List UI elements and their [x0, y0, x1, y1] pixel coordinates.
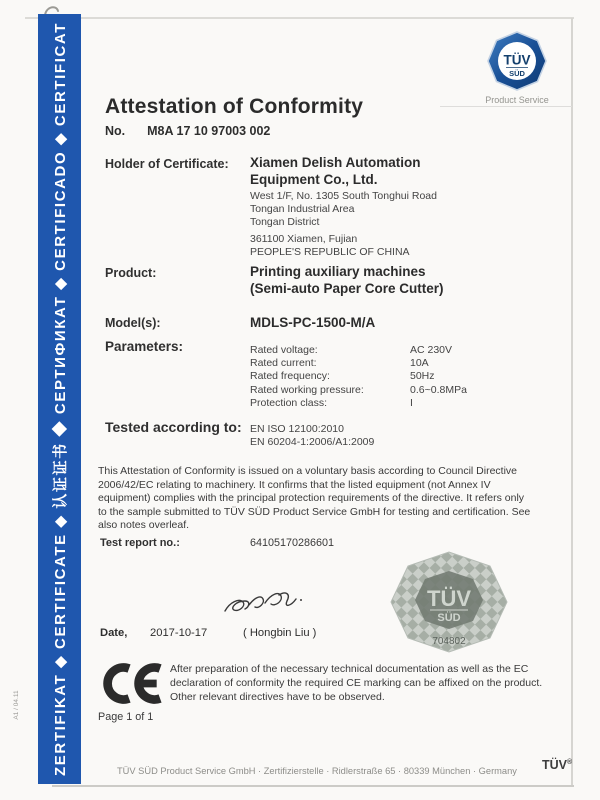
header-rule: [440, 106, 572, 107]
conformity-statement: This Attestation of Conformity is issued on a voluntary basis according to Council Directive 2006/42/EC relating to machinery. It confirms that the listed equipment (not Annex IV equipment) complies with the principal protection requirements of the directive. It refers only to the sample submitted to TÜV SÜD Product Service GmbH for testing and certification. See also notes overleaf.: [98, 465, 531, 532]
parameter-row: Rated frequency: 50Hz: [250, 370, 435, 383]
tested-according-label: Tested according to:: [105, 419, 242, 435]
address-line: Tongan District: [250, 216, 320, 229]
tuv-hologram-stamp: [390, 551, 508, 653]
standard-item: EN ISO 12100:2010: [250, 423, 344, 435]
standards-list: [250, 423, 374, 449]
date-label: Date,: [100, 627, 128, 639]
test-report-value: 64105170286601: [250, 537, 335, 549]
issuer-address-footer: TÜV SÜD Product Service GmbH · Zertifizierstelle · Ridlerstraße 65 · 80339 München · Germany: [117, 766, 517, 776]
date-value: 2017-10-17: [150, 627, 208, 639]
parameters-label: Parameters:: [105, 339, 184, 354]
form-revision-note: A1 / 04.11: [13, 690, 20, 720]
logo-sud-text: SÜD: [509, 69, 525, 78]
page-right-edge: [571, 18, 573, 786]
page-number: Page 1 of 1: [98, 711, 154, 723]
stamp-tuv-text: TÜV: [427, 586, 471, 611]
parameter-row: Rated current: 10A: [250, 357, 429, 370]
signer-name: ( Hongbin Liu ): [243, 627, 317, 639]
tuv-sud-logo-icon: [487, 31, 547, 91]
parameter-row: Rated working pressure: 0.6~0.8MPa: [250, 383, 467, 396]
certificate-number-line: [105, 124, 270, 138]
footer-tuv-wordmark: TÜV®: [542, 758, 573, 772]
certificate-number-label: No.: [105, 124, 126, 138]
test-report-label: Test report no.:: [100, 537, 180, 549]
standard-item: EN 60204-1:2006/A1:2009: [250, 436, 375, 449]
models-value: MDLS-PC-1500-M/A: [250, 315, 376, 330]
address-line: Tongan Industrial Area: [250, 203, 355, 216]
address-line: PEOPLE'S REPUBLIC OF CHINA: [250, 245, 410, 258]
logo-caption: Product Service: [485, 95, 549, 105]
certificate-number-value: M8A 17 10 97003 002: [147, 124, 271, 138]
certificate-title: Attestation of Conformity: [105, 95, 364, 118]
ce-marking-note: After preparation of the necessary technical documentation as well as the EC declaration of conformity the required CE marking can be affixed on the product. Other relevant directives have to be observed.: [170, 663, 543, 703]
signature-mark: [222, 589, 307, 621]
parameters-table: [250, 344, 467, 410]
stamp-number: 704802: [432, 636, 466, 647]
product-label: Product:: [105, 266, 157, 280]
models-label: Model(s):: [105, 316, 161, 330]
registered-trademark-symbol: ®: [567, 758, 573, 766]
product-value: Printing auxiliary machines (Semi-auto Paper Core Cutter): [250, 264, 444, 296]
page-top-edge: [25, 17, 574, 19]
stamp-sud-text: SÜD: [437, 612, 461, 624]
holder-name: Xiamen Delish Automation Equipment Co., Ltd.: [250, 155, 421, 187]
side-band-multilingual-text: ZERTIFIKAT ◆ CERTIFICATE ◆ 认证证书 ◆ СЕРТИФИКАТ ◆ CERTIFICADO ◆ CERTIFICAT: [52, 22, 69, 776]
address-line: 361100 Xiamen, Fujian: [250, 232, 358, 245]
parameter-row: Protection class: I: [250, 396, 413, 409]
logo-tuv-text: TÜV: [503, 52, 531, 68]
holder-label: Holder of Certificate:: [105, 157, 229, 171]
holder-address: [250, 190, 437, 259]
parameter-row: Rated voltage: AC 230V: [250, 344, 453, 356]
certificate-side-band: [38, 14, 81, 784]
address-line: West 1/F, No. 1305 South Tonghui Road: [250, 190, 437, 202]
ce-mark-icon: [100, 662, 162, 705]
page-bottom-edge: [52, 785, 574, 787]
